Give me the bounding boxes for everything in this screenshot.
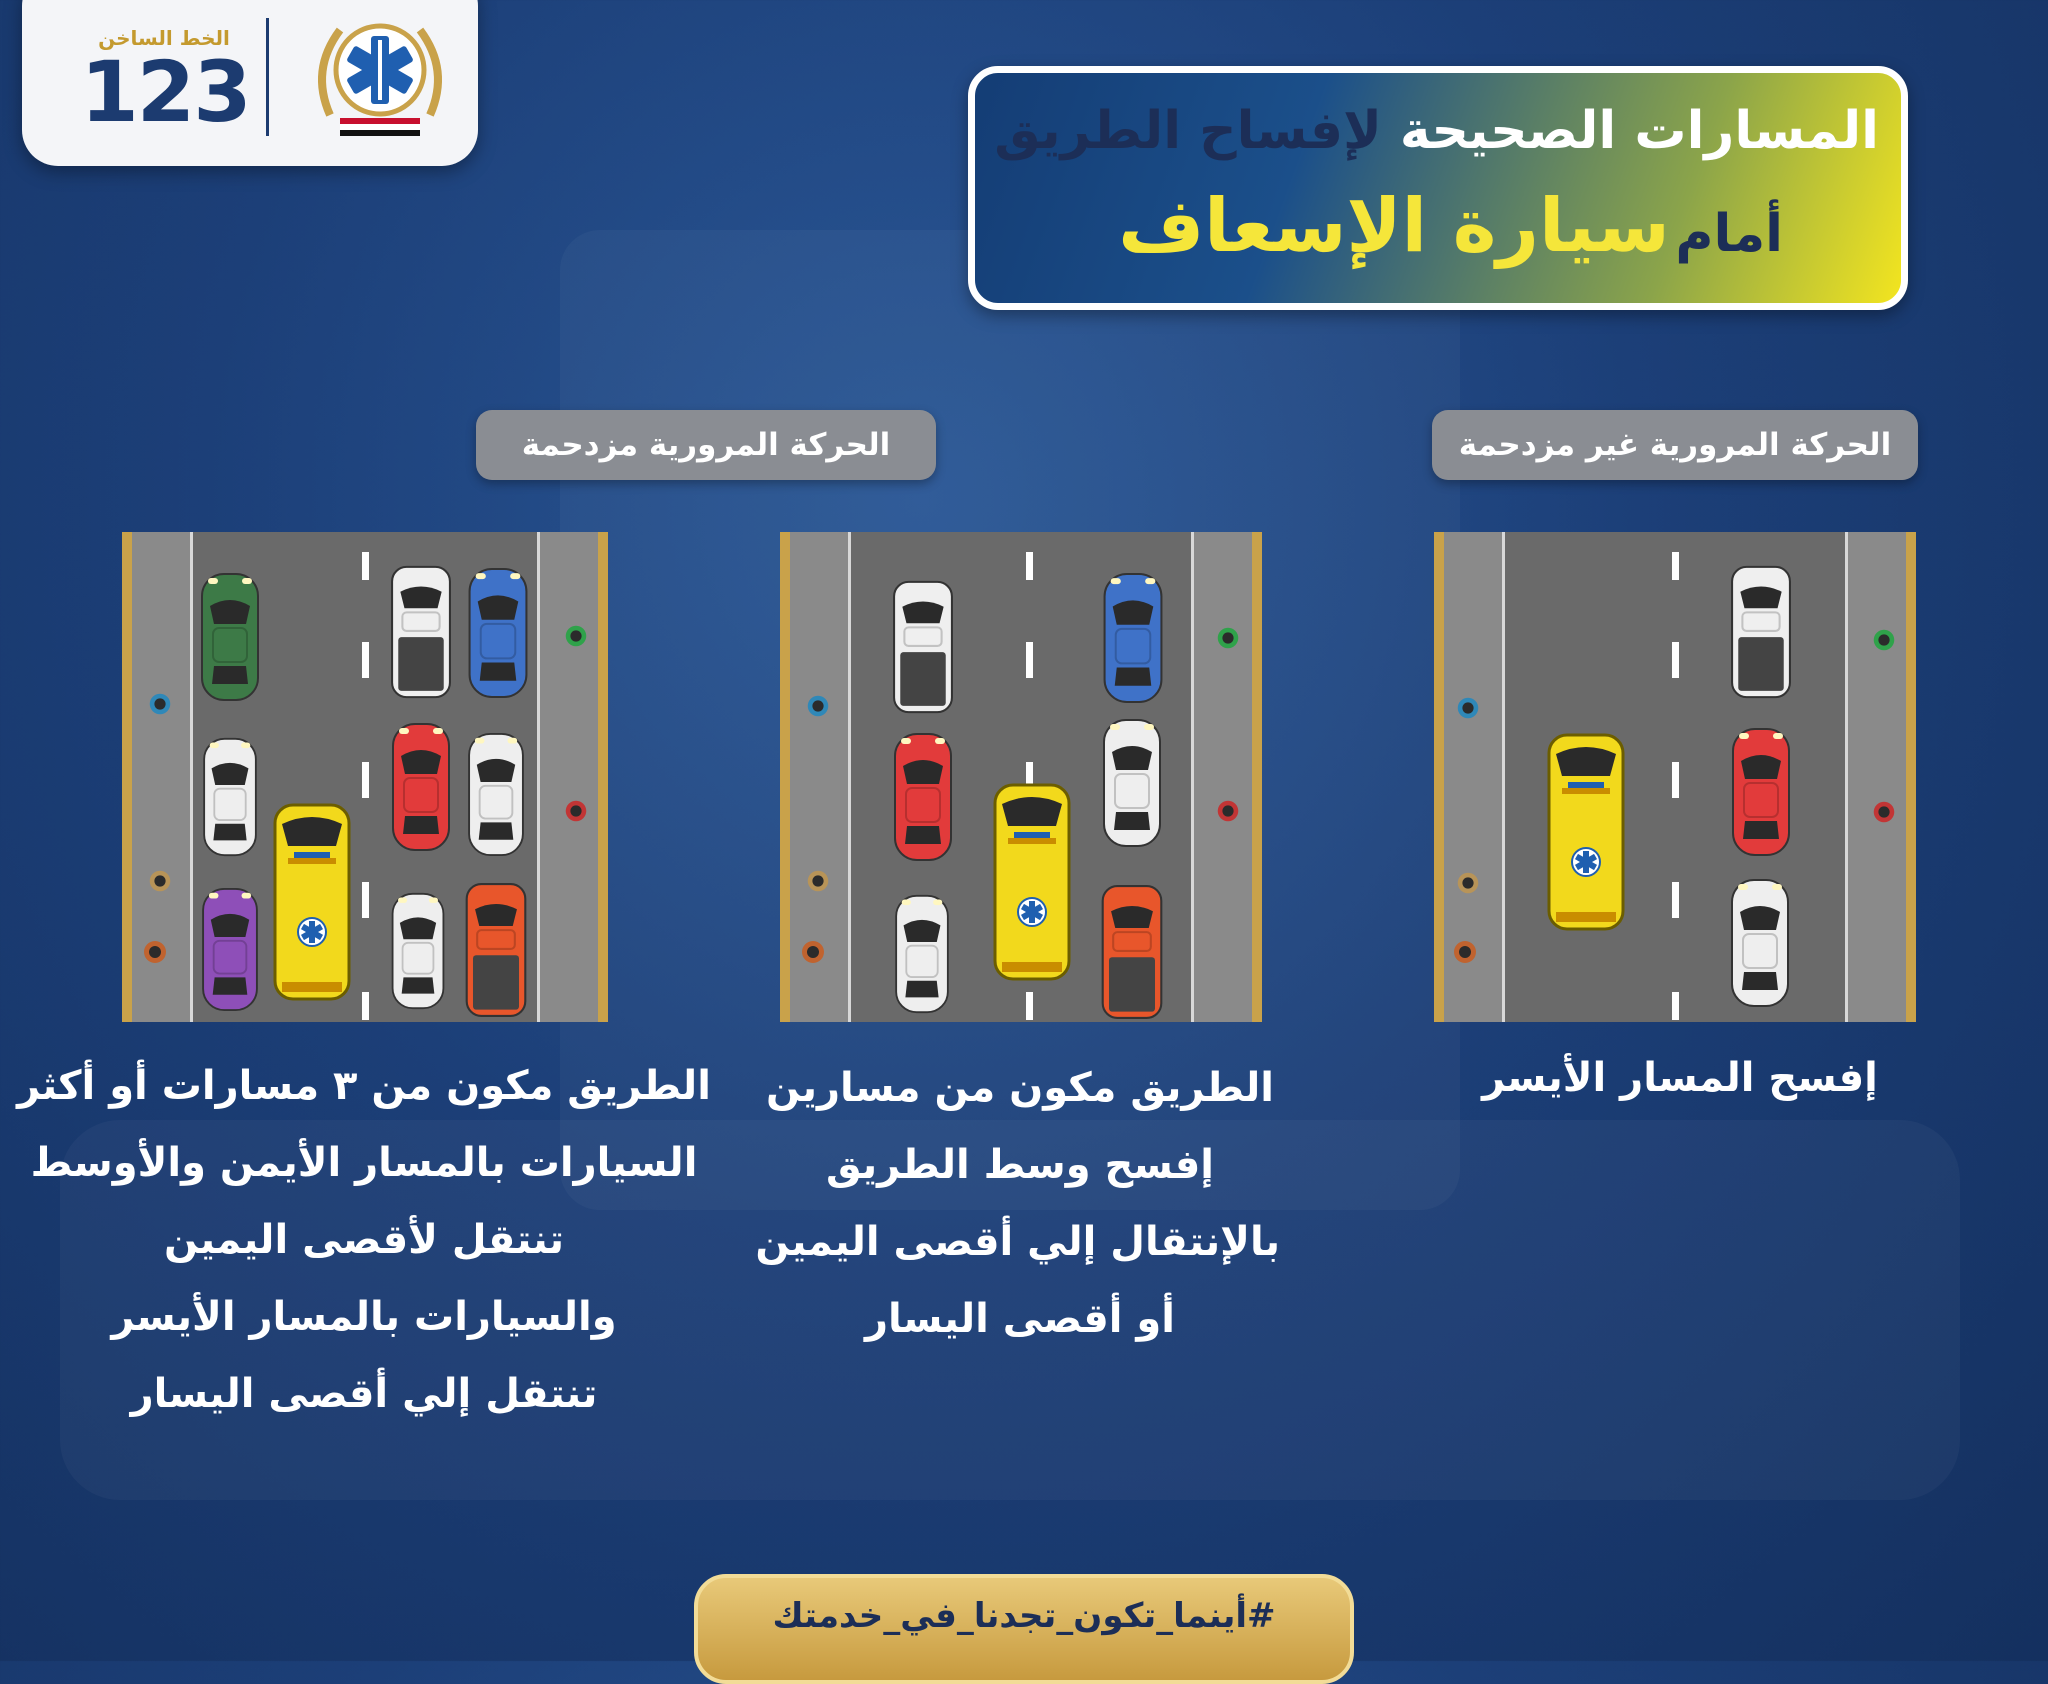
caption-two-lanes [755, 1050, 1280, 1358]
caption-line: إفسح المسار الأيسر [1482, 1055, 1878, 1101]
title-part-2: لإفساح الطريق [994, 101, 1382, 161]
title-line-1 [994, 101, 1879, 161]
hashtag-banner [694, 1574, 1354, 1684]
title-highlight: سيارة الإسعاف [1118, 183, 1670, 269]
hotline-number: 123 [80, 43, 250, 141]
road-light-traffic [1434, 532, 1916, 1022]
caption-three-lanes [14, 1048, 714, 1433]
title-part-1: المسارات الصحيحة [1399, 101, 1879, 161]
category-busy-traffic: الحركة المرورية مزدحمة [476, 410, 936, 480]
caption-light-traffic [1430, 1040, 1930, 1117]
hashtag-text: #أينما_تكون_تجدنا_في_خدمتك [772, 1596, 1276, 1636]
road-three-lanes [122, 532, 608, 1022]
logo-divider [266, 18, 269, 136]
hotline-label: الخط الساخن [98, 26, 230, 50]
title-line-2 [1118, 183, 1783, 269]
caption-line: والسيارات بالمسار الأيسر [111, 1294, 617, 1340]
caption-line: أو أقصى اليسار [864, 1296, 1176, 1342]
hotline-logo-card [22, 0, 478, 166]
caption-line: بالإنتقال إلي أقصى اليمين [755, 1219, 1280, 1265]
caption-line: تنتقل إلي أقصى اليسار [130, 1371, 598, 1417]
caption-line: الطريق مكون من مسارين [766, 1065, 1274, 1111]
caption-line: إفسح وسط الطريق [826, 1142, 1214, 1188]
caption-line: تنتقل لأقصى اليمين [163, 1217, 565, 1263]
caption-line: الطريق مكون من ٣ مسارات أو أكثر [17, 1063, 711, 1109]
category-light-traffic: الحركة المرورية غير مزدحمة [1432, 410, 1918, 480]
title-card [968, 66, 1908, 310]
title-pre: أمام [1675, 204, 1783, 264]
star-of-life-emblem-icon [300, 10, 460, 140]
road-two-lanes [780, 532, 1262, 1022]
caption-line: السيارات بالمسار الأيمن والأوسط [30, 1140, 698, 1186]
